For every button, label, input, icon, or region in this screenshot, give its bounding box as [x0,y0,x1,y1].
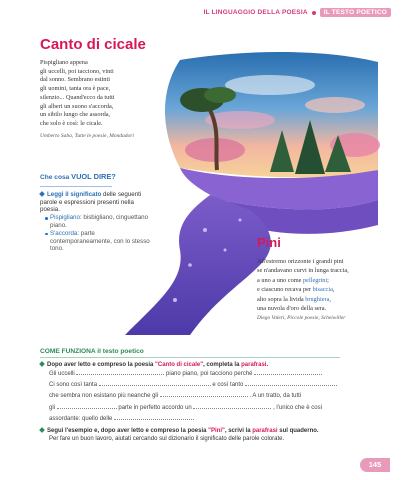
blank-field[interactable] [76,369,164,375]
poem-line-text: a uno a uno come [257,276,303,284]
poem-line-punct: ; [327,276,329,284]
instruction-text: Segui l'esempio e, dopo aver letto e compreso la poesia [47,428,209,435]
poem2-text [257,257,387,324]
poem-line: silenzio... Quand'ecco da tutti [40,93,115,101]
poem-line-text: se n'andavano curvi in lunga traccia, [257,267,349,275]
exercise-title: COME FUNZIONA il testo poetico [40,348,144,355]
vocabulary-term: Pispigliano [50,214,80,222]
instruction-text: , scrivi la [224,428,253,435]
instruction-text: sul quaderno. [277,428,319,435]
exercise-section [40,348,385,443]
vocabulary-intro-rest: delle seguenti parole e espressioni presenti nella poesia. [40,190,142,214]
vocabulary-divider [40,186,112,187]
instruction-text: . [266,362,269,368]
keyword-highlight: parafrasi [252,428,278,435]
exercise-instruction-2-tip: Per fare un buon lavoro, aiutati cercando sul dizionario il significato delle parole colorate. [49,436,285,443]
fill-text: assordante: quello delle [49,415,113,422]
exercise-divider [40,357,340,358]
poem-line: Pispigliano appena [40,59,88,66]
vocabulary-item [40,214,150,230]
poem-reference: "Canto di cicale" [155,362,204,368]
poem1-author: Umberto Saba, Tutte le poesie, Mondadori [40,132,134,139]
poem-line: gli alberi un suono s'accorda, [40,102,114,110]
poem-line-text: una nuvola d'oro della sera. [257,305,327,313]
instruction-text: Dopo aver letto e compreso la poesia [47,362,156,368]
blank-field[interactable] [57,403,117,409]
vocabulary-definition: : bisbigliano, cinguettano piano. [50,214,149,229]
section-label: IL LINGUAGGIO DELLA POESIA [203,9,308,16]
vocabulary-box [40,173,150,253]
vocabulary-title [40,173,150,182]
page-header [204,8,391,17]
exercise-instruction-1 [40,361,385,369]
vocabulary-title-emph: VUOL DIRE? [71,172,116,181]
instruction-text: , completa la [203,362,242,368]
blank-field[interactable] [114,414,194,420]
chapter-label: IL TESTO POETICO [320,8,391,17]
fill-text: e così tanto [212,382,244,389]
fill-text: Gli uccelli [49,371,75,377]
fill-in-line [40,369,385,380]
blank-field[interactable] [193,403,271,409]
blank-field[interactable] [245,380,337,386]
fill-in-line [40,380,385,391]
exercise-instruction-2 [40,427,385,435]
poem-line [257,304,387,313]
highlighted-word: brughiera [305,295,330,303]
vocabulary-intro-bold: Leggi il significato [47,190,102,198]
vocabulary-intro [40,191,150,214]
fill-text: , l'unico che è così [273,404,323,411]
poem-line: un sibilo lungo che assorda, [40,111,111,119]
poem2-title: Pini [257,235,281,250]
poem-line-text: e ciascuno recava per [257,286,313,294]
diamond-bullet-icon [39,362,45,368]
poem-line-punct: , [329,295,331,303]
poem-reference: "Pini" [208,428,225,435]
poem-line-text: All'estremo orizzonte i grandi pini [257,258,344,265]
fill-text: che sembra non esistano più neanche gli [49,393,159,400]
fill-text: . A un tratto, da tutti [249,393,302,400]
highlighted-word: bisaccia [312,286,333,294]
poem2-author: Diego Valeri, Piccole poesie, Scheiwiller [257,315,346,322]
poem-line [257,266,387,275]
poem-line: gli uomini, tanta ora è pace, [40,85,111,93]
vocabulary-item [40,230,150,253]
keyword-highlight: parafrasi [241,362,267,368]
poem-line: che solo è così: le cicale. [40,119,103,127]
diamond-bullet-icon [39,191,45,197]
poem-line-punct: , [332,286,335,294]
poem1-title: Canto di cicale [40,36,146,53]
fill-in-line [40,403,385,414]
blank-field[interactable] [254,369,322,375]
fill-text: Ci sono così tanta [49,382,98,389]
poem-line: gli uccelli, poi tacciono, vinti [40,67,114,75]
poem-line [257,295,387,304]
header-bullet [312,11,316,15]
poem-line: dal sonno. Sembrano estinti [40,76,110,84]
vocabulary-term: S'accorda [50,229,78,237]
fill-in-line [40,414,385,425]
fill-text: parte in perfetto accordo un [118,404,192,411]
fill-in-line [40,391,385,402]
poem-line [257,257,387,266]
fill-text: gli [49,404,56,411]
blank-field[interactable] [160,391,248,397]
poem-line [257,276,387,285]
poem-line [257,285,387,294]
blank-field[interactable] [99,380,211,386]
highlighted-word: pellegrini [303,276,328,284]
fill-text: piano piano, poi tacciono perché [166,371,253,377]
vocabulary-title-prefix: Che cosa [40,174,72,181]
vocabulary-definition: : parte contemporaneamente, con lo stesso tono. [50,229,150,253]
page-number: 145 [360,458,390,472]
diamond-bullet-icon [39,428,45,434]
poem-line-text: alto sopra la livida [257,295,306,303]
